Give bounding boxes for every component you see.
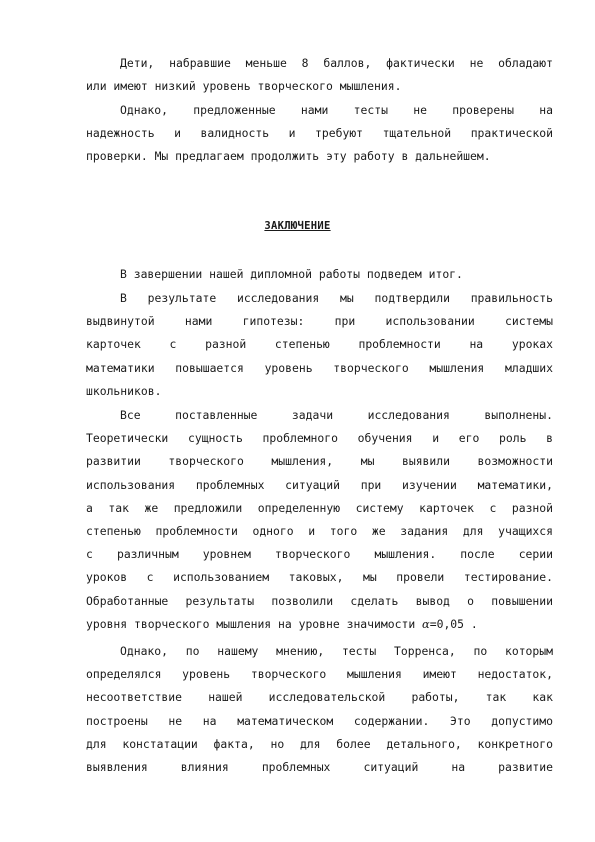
text-line: с различным уровнем творческого мышления. после серии xyxy=(86,547,553,562)
paragraph-tests-not-verified xyxy=(86,99,553,169)
text-line: математики повышается уровень творческого мышления младших xyxy=(86,360,553,375)
text-line: В результате исследования мы подтвердили правильность xyxy=(120,291,553,305)
text-line: Все поставленные задачи исследования выполнены. xyxy=(120,408,553,422)
text-line: развитии творческого мышления, мы выявили возможности xyxy=(86,454,553,469)
text-line: Дети, набравшие меньше 8 баллов, фактически не обладают xyxy=(120,56,553,70)
text-line: несоответствие нашей исследовательской работы, так как xyxy=(86,690,553,705)
paragraph-tasks-completed xyxy=(86,404,553,636)
text-line: надежность и валидность и требуют тщательной практической xyxy=(86,126,553,141)
text-fragment: уровня творческого мышления на уровне значимости xyxy=(86,616,416,631)
significance-value: =0,05 . xyxy=(429,616,478,631)
paragraph-summary-intro xyxy=(86,263,553,286)
text-line: уроков с использованием таковых, мы провели тестирование. xyxy=(86,570,553,585)
text-line-significance xyxy=(86,613,553,636)
alpha-symbol: α xyxy=(422,616,430,631)
text-line: для констатации факта, но для более детального, конкретного xyxy=(86,736,553,751)
text-line: Однако, по нашему мнению, тесты Торренса, по которым xyxy=(120,644,553,658)
text-line: построены не на математическом содержании. Это допустимо xyxy=(86,713,553,728)
text-line: определялся уровень творческого мышления имеют недостаток, xyxy=(86,667,553,682)
paragraph-children-scores xyxy=(86,52,553,98)
text-line: а так же предложили определенную систему карточек с разной xyxy=(86,500,553,515)
text-line: выдвинутой нами гипотезы: при использовании системы xyxy=(86,314,553,329)
section-heading: ЗАКЛЮЧЕНИЕ xyxy=(264,220,331,232)
text-line: проверки. Мы предлагаем продолжить эту работу в дальнейшем. xyxy=(86,149,491,164)
text-line: или имеют низкий уровень творческого мышления. xyxy=(86,79,402,94)
text-line: Однако, предложенные нами тесты не проверены на xyxy=(120,103,553,117)
paragraph-hypothesis-confirmed xyxy=(86,287,553,403)
text-line: Обработанные результаты позволили сделать вывод о повышении xyxy=(86,593,553,608)
text-line: выявления влияния проблемных ситуаций на развитие xyxy=(86,759,553,774)
text-line: В завершении нашей дипломной работы подведем итог. xyxy=(120,267,463,281)
text-line: степенью проблемности одного и того же задания для учащихся xyxy=(86,523,553,538)
text-line: использования проблемных ситуаций при изучении математики, xyxy=(86,477,553,492)
paragraph-torrance-tests xyxy=(86,640,553,779)
text-line: карточек с разной степенью проблемности на уроках xyxy=(86,337,553,352)
text-line: Теоретически сущность проблемного обучения и его роль в xyxy=(86,431,553,446)
text-line: школьников. xyxy=(86,383,162,398)
